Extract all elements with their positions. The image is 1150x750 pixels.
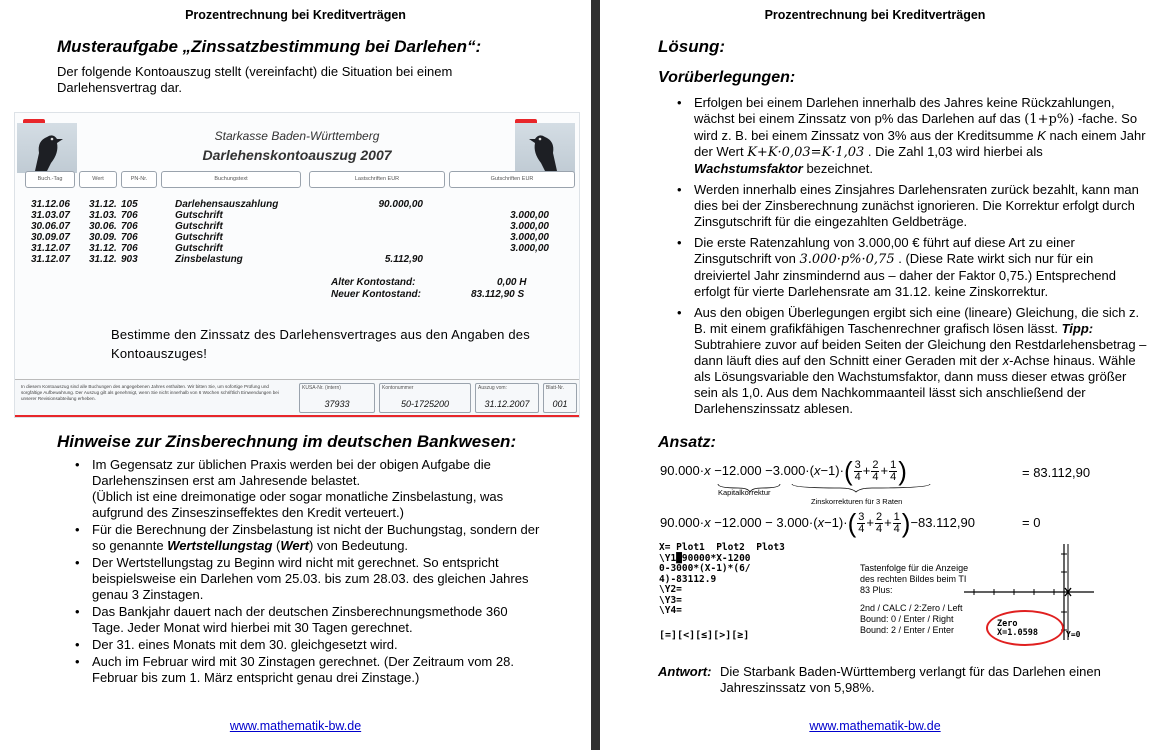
equation-2: 90.000·x −12.000 − 3.000·(x−1)·( $\frac{3}{4}$ + $\frac{2}{4}$ + $\frac{1}{4}$ )−83.112,90	[660, 508, 975, 538]
label-interest-corrections: Zinskorrekturen für 3 Raten	[811, 497, 903, 506]
fraction	[854, 460, 862, 483]
note-line: des rechten Bildes beim TI	[860, 574, 967, 584]
hint-item	[72, 604, 542, 636]
cell-last: 90.000,00	[378, 199, 423, 210]
cell-wert: 31.03.	[89, 210, 117, 221]
cell-wert: 30.06.	[89, 221, 117, 232]
task-text: Bestimme den Zinssatz des Darlehensvertrages aus den Angaben des Kontoauszuges!	[111, 327, 530, 361]
equation-2-rhs: = 0	[1022, 515, 1041, 530]
col-head-last: Lastschriften EUR	[309, 171, 445, 188]
fraction	[889, 460, 897, 483]
eq-term: −83.112,90	[910, 514, 975, 530]
numerator: 3	[854, 459, 861, 471]
cell-wert: 31.12.	[89, 243, 117, 254]
cell-gut: 3.000,00	[510, 232, 549, 243]
cell-gut: 3.000,00	[510, 221, 549, 232]
calc-line: 0-3000*(X-1)*(6/	[659, 563, 751, 574]
calculator-relation-keys: [=][<][≤][>][≥]	[659, 630, 750, 641]
paren-open: (	[843, 456, 853, 486]
col-head-gut: Gutschriften EUR	[449, 171, 575, 188]
calc-line: \Y3=	[659, 594, 682, 606]
intro-text: Der folgende Kontoauszug stellt (vereinfacht) die Situation bei einem Darlehensvertrag dar.	[57, 64, 453, 95]
statement-fine-print: In diesem Kontoauszug sind alle Buchungen des angegebenen Jahres enthalten. Wir bitten Sie, um sofortige Prüfung und sorgfältige Aufbewahrung. Der Auszug gilt als genehmigt, wenn Sie nicht innerhalb von 6 Wochen schriftlich Einwendungen bei unserer Revisionsabteilung erheben.	[21, 384, 279, 401]
statement-row	[31, 199, 551, 210]
statement-row	[31, 210, 551, 221]
cell-pn: 706	[121, 210, 138, 221]
denominator: 4	[893, 523, 900, 535]
hint-item	[72, 555, 542, 603]
field-label: KUSA-Nr. (intern)	[302, 385, 341, 391]
field-value: 31.12.2007	[484, 399, 530, 409]
answer-label: Antwort:	[658, 664, 712, 679]
fraction	[871, 460, 879, 483]
hint-item	[72, 522, 542, 554]
zero-label: Zero	[997, 619, 1018, 629]
numerator: 3	[858, 511, 865, 523]
equation-1: 90.000·x −12.000 −3.000·(x−1)·( $\frac{3}{4}$ + $\frac{2}{4}$ + $\frac{1}{4}$ )	[660, 456, 907, 486]
statement-title: Darlehenskontoauszug 2007	[202, 147, 392, 163]
text: bezeichnet.	[802, 161, 873, 176]
approach-title: Ansatz:	[658, 434, 716, 451]
field-auszug-vom	[475, 383, 539, 413]
cell-text: Gutschrift	[175, 232, 223, 243]
formula-k: K+K·0,03=K·1,03	[747, 145, 865, 160]
statement-row	[31, 221, 551, 232]
red-stripe	[15, 415, 579, 418]
eq-term: −1)·	[820, 462, 844, 478]
zero-result	[997, 620, 1038, 638]
hint-item	[72, 457, 542, 521]
footer-link-left[interactable]: www.mathematik-bw.de	[229, 719, 362, 733]
term-wachstumsfaktor: Wachstumsfaktor	[694, 161, 803, 176]
field-label: Blatt-Nr.	[546, 385, 565, 391]
hint-text: Der 31. eines Monats mit dem 30. gleichgesetzt wird.	[92, 637, 398, 652]
field-label: Auszug vom:	[478, 385, 507, 391]
tip-label: Tipp:	[1061, 321, 1094, 336]
hint-item	[72, 637, 542, 653]
cell-wert: 31.12.	[89, 199, 117, 210]
hint-term-wert: Wert	[280, 538, 310, 553]
eq-term: 90.000·	[660, 462, 705, 478]
cell-text: Gutschrift	[175, 221, 223, 232]
text: -Achse hinaus. Wähle als Lösungsvariable den Wachstumsfaktor, dann muss dieser etwas größer sein als 1,0. Aus dem Nachkommaanteil lässt sich anschließend der Darlehenszinssatz ablesen.	[694, 353, 1136, 416]
hint-text: Das Bankjahr dauert nach der deutschen Zinsberechnungsmethode 360 Tage. Jeder Monat wird hierbei mit 30 Tagen gerechnet.	[92, 604, 508, 635]
hint-term-wertstellungstag: Wertstellungstag	[167, 538, 273, 553]
eq-term: −12.000	[710, 462, 766, 478]
key-sequence-steps	[860, 603, 963, 636]
old-balance-value: 0,00 H	[497, 277, 527, 288]
text: Die erste Ratenzahlung von 3.000,00 € führt auf diese Art zu einer Zinsgutschrift von	[694, 235, 1075, 266]
consideration-item	[674, 235, 1150, 300]
old-balance-label: Alter Kontostand:	[331, 277, 416, 288]
note-line: Tastenfolge für die Anzeige	[860, 563, 969, 573]
denominator: 4	[858, 523, 865, 535]
eq-term: −12.000 − 3.000·(	[710, 514, 818, 530]
col-head-pn: PN-Nr.	[121, 171, 157, 188]
step-line: Bound: 2 / Enter / Enter	[860, 625, 955, 635]
eq-var: x	[817, 514, 825, 530]
cell-gut: 3.000,00	[510, 210, 549, 221]
page-header-right: Prozentrechnung bei Kreditverträgen	[764, 8, 986, 22]
hint-text: Der Wertstellungstag zu Beginn wird nicht mit gerechnet. So entspricht beispielsweise ein Darlehen vom 25.03. bis zum 28.03. des gleichen Jahres genau 3 Zinstagen.	[92, 555, 529, 602]
cell-buchtag: 31.03.07	[31, 210, 70, 221]
text: nach einem Jahr der Wert	[694, 128, 1146, 159]
cell-buchtag: 30.06.07	[31, 221, 70, 232]
key-sequence-note	[860, 563, 968, 596]
cell-buchtag: 31.12.06	[31, 199, 70, 210]
hint-text-note: (Üblich ist eine dreimonatige oder sogar monatliche Zinsbelastung, was aufgrund des Zinseszinseffektes den Kredit verteuert.)	[92, 489, 504, 520]
footer-link-right[interactable]: www.mathematik-bw.de	[809, 719, 941, 733]
eq-var: x	[704, 514, 711, 530]
formula-credit: 3.000·p%·0,75	[799, 252, 895, 267]
new-balance-label: Neuer Kontostand:	[331, 289, 421, 300]
hints-list	[72, 457, 542, 687]
cell-wert: 31.12.	[89, 254, 117, 265]
cell-pn: 706	[121, 221, 138, 232]
consideration-item	[674, 305, 1150, 417]
label-capital-correction: Kapitalkorrektur	[718, 488, 771, 497]
page-divider	[591, 0, 600, 750]
numerator: 2	[875, 511, 883, 523]
eq-var: x	[813, 462, 821, 478]
field-blatt	[543, 383, 577, 413]
calculator-y-editor	[659, 543, 809, 641]
consideration-item	[674, 182, 1150, 230]
hint-text: (	[272, 538, 281, 553]
calc-line: \Y1█90000*X-1200	[659, 552, 751, 564]
page-header-left: Prozentrechnung bei Kreditverträgen	[185, 8, 406, 22]
cell-text: Zinsbelastung	[175, 254, 243, 265]
hint-text: ) von Bedeutung.	[309, 538, 409, 553]
calc-line: X= Plot1 Plot2 Plot3	[659, 542, 785, 553]
text: Subtrahiere zuvor auf beiden Seiten der Gleichung den Restdarlehensbetrag – dann läuft dies auf den Schnitt einer Geraden mit der	[694, 337, 1147, 368]
denominator: 4	[890, 471, 897, 483]
eq-var: x	[704, 462, 711, 478]
denominator: 4	[854, 471, 861, 483]
numerator: 1	[893, 511, 900, 523]
cell-last: 5.112,90	[384, 254, 423, 265]
considerations-list	[674, 95, 1150, 422]
zero-value: X=1.0598	[997, 628, 1038, 638]
account-statement	[14, 112, 580, 418]
denominator: 4	[872, 471, 879, 483]
statement-row	[31, 232, 551, 243]
denominator: 4	[875, 523, 883, 535]
hints-title: Hinweise zur Zinsberechnung im deutschen Bankwesen:	[57, 432, 517, 451]
col-head-wert: Wert	[79, 171, 117, 188]
var-x: x	[1002, 353, 1010, 368]
calc-line: \Y4=	[659, 605, 682, 616]
solution-title: Lösung:	[658, 37, 726, 56]
text: Erfolgen bei einem Darlehen innerhalb des Jahres keine Rückzahlungen, wächst bei einem Zinssatz von p% das Darlehen auf das	[694, 95, 1115, 126]
cell-pn: 105	[121, 199, 138, 210]
cell-buchtag: 31.12.07	[31, 254, 70, 265]
fraction	[875, 512, 883, 535]
text: Werden innerhalb eines Zinsjahres Darlehensraten zurück bezahlt, kann man dies bei der Zinsberechnung zunächst ignorieren. Die Korrektur erfolgt durch Zinsgutschrift für die eingezahlten Geldbeträge.	[694, 182, 1139, 229]
field-value: 50-1725200	[400, 399, 450, 409]
answer-text: Die Starbank Baden-Württemberg verlangt für das Darlehen einen Jahreszinssatz von 5,98%.	[720, 664, 1101, 695]
hint-text: Auch im Februar wird mit 30 Zinstagen gerechnet. (Der Zeitraum vom 28. Februar bis zum 1. März entspricht genau drei Zinstage.)	[92, 654, 514, 685]
calc-line: \Y2=	[659, 584, 682, 595]
cell-text: Gutschrift	[175, 243, 223, 254]
paren-open: (	[847, 508, 857, 538]
equation-1-rhs: = 83.112,90	[1022, 465, 1091, 480]
field-label: Kontonummer	[382, 385, 414, 391]
brace-interest	[792, 484, 930, 492]
considerations-title: Vorüberlegungen:	[658, 69, 796, 86]
paren-close: )	[901, 508, 911, 538]
step-line: 2nd / CALC / 2:Zero / Left	[860, 603, 963, 613]
statement-row	[31, 243, 551, 254]
col-head-buchtag: Buch.-Tag	[25, 171, 75, 188]
eq-term: −3.000·(	[765, 462, 814, 478]
text: -fache. So wird z. B. bei einem Zinssatz von 3% aus der Kreditsumme	[694, 111, 1138, 143]
consideration-item	[674, 95, 1150, 177]
cell-pn: 903	[121, 254, 138, 265]
cell-pn: 706	[121, 232, 138, 243]
cell-pn: 706	[121, 243, 138, 254]
eq-term: −1)·	[824, 514, 848, 530]
numerator: 2	[872, 459, 879, 471]
field-kontonummer	[379, 383, 471, 413]
eq-term: 90.000·	[660, 514, 705, 530]
field-kusa	[299, 383, 375, 413]
cell-text: Gutschrift	[175, 210, 223, 221]
bank-name: Starkasse Baden-Württemberg	[214, 129, 380, 143]
step-line: Bound: 0 / Enter / Right	[860, 614, 954, 624]
hint-text: Im Gegensatz zur üblichen Praxis werden bei der obigen Aufgabe die Darlehenszinsen erst am Jahresende belastet.	[92, 457, 491, 488]
statement-footer	[15, 379, 579, 418]
field-value: 001	[552, 399, 568, 409]
fraction	[893, 512, 901, 535]
field-value: 37933	[324, 399, 350, 409]
hint-text: Für die Berechnung der Zinsbelastung ist nicht der Buchungstag, sondern der so genannte	[92, 522, 540, 553]
fraction	[857, 512, 865, 535]
task-title: Musteraufgabe „Zinssatzbestimmung bei Darlehen“:	[57, 37, 482, 56]
cell-wert: 30.09.	[89, 232, 117, 243]
numerator: 1	[890, 459, 897, 471]
text: . (Diese Rate wirkt sich nur für ein dreiviertel Jahr zinsmindernd aus – daher der Faktor 0,75.) Entsprechend erfolgt für vierte Darlehensrate am 31.12. keine Zinskorrektur.	[694, 251, 1116, 299]
y-zero-label: Y=0	[1066, 630, 1081, 639]
cell-gut: 3.000,00	[510, 243, 549, 254]
text: Aus den obigen Überlegungen ergibt sich eine (lineare) Gleichung, die sich z. B. mit einem grafikfähigen Taschenrechner grafisch lösen lässt.	[694, 305, 1140, 336]
text: . Die Zahl 1,03 wird hierbei als	[864, 144, 1043, 159]
statement-row	[31, 254, 551, 265]
new-balance-value: 83.112,90 S	[471, 289, 525, 300]
paren-close: )	[898, 456, 907, 486]
cell-text: Darlehensauszahlung	[175, 199, 279, 210]
formula-growth: (1+p%)	[1024, 112, 1075, 127]
cell-buchtag: 30.09.07	[31, 232, 70, 243]
calc-line: 4)-83112.9	[659, 573, 717, 585]
hint-item	[72, 654, 542, 686]
col-head-text: Buchungstext	[161, 171, 301, 188]
note-line: 83 Plus:	[860, 585, 893, 595]
var-k: K	[1037, 128, 1046, 143]
cell-buchtag: 31.12.07	[31, 243, 70, 254]
